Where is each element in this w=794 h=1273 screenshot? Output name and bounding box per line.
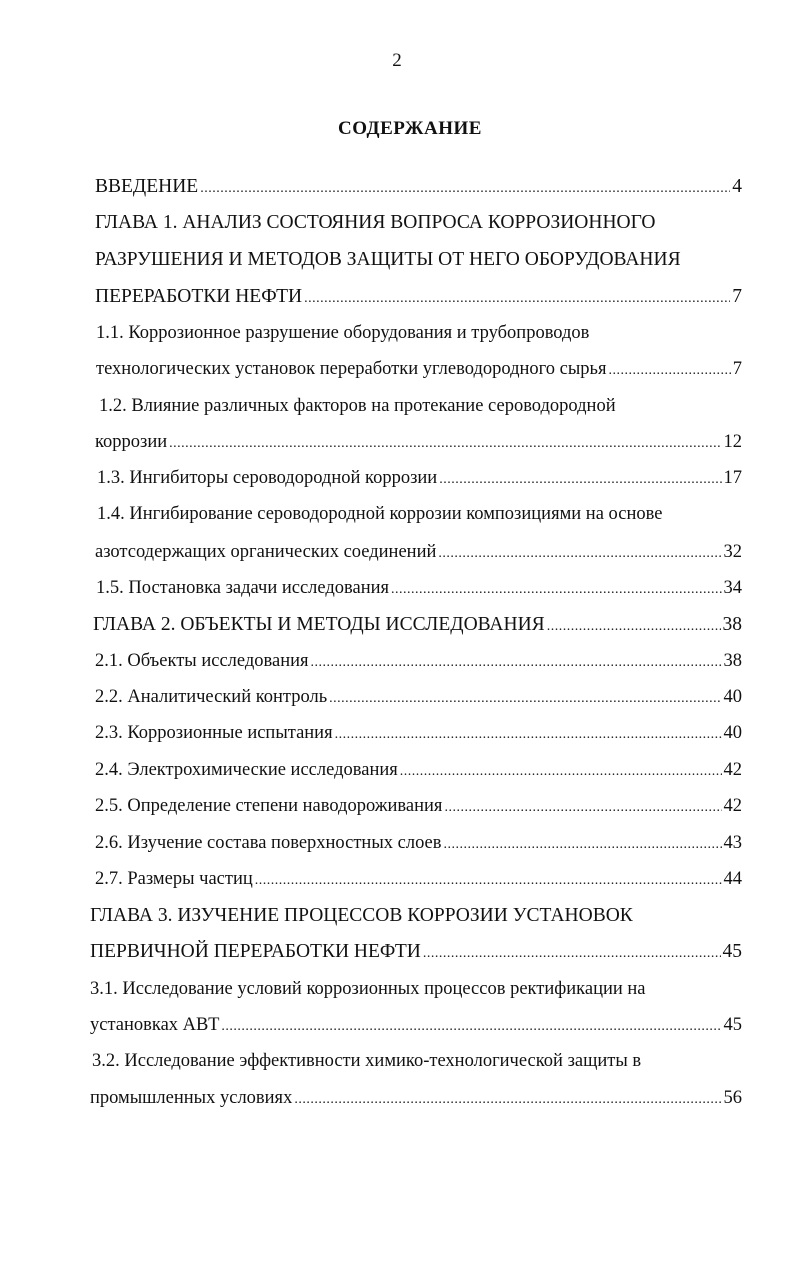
toc-entry-text: промышленных условиях [90, 1088, 293, 1108]
toc-page-number: 42 [723, 796, 742, 816]
toc-page-number: 38 [722, 614, 742, 635]
dot-leader [329, 684, 721, 714]
toc-page-number: 40 [723, 723, 742, 743]
toc-entry-text: 2.2. Аналитический контроль [95, 687, 328, 707]
toc-entry-text: ВВЕДЕНИЕ [95, 176, 199, 197]
toc-entry-text: установках АВТ [90, 1015, 220, 1035]
dot-leader [311, 648, 722, 678]
toc-page-number: 7 [732, 286, 742, 307]
toc-entry [95, 282, 742, 312]
toc-page-number: 12 [723, 432, 742, 452]
toc-entry [95, 791, 742, 821]
dot-leader [221, 1012, 721, 1042]
toc-entry-text: коррозии [95, 432, 168, 452]
toc-entry-text: 1.2. Влияние различных факторов на протекание сероводородной [99, 396, 616, 416]
toc-entry-continued [96, 318, 742, 348]
toc-entry-text: 1.5. Постановка задачи исследования [96, 578, 390, 598]
toc-page-number: 45 [722, 941, 742, 962]
dot-leader [423, 939, 721, 969]
toc-entry-continued [99, 391, 742, 421]
dot-leader [255, 866, 722, 896]
toc-entry [95, 537, 742, 567]
toc-page-number: 56 [723, 1088, 742, 1108]
toc-entry-continued [92, 1046, 742, 1076]
page-title: СОДЕРЖАНИЕ [338, 118, 482, 139]
toc-entry-text: 1.3. Ингибиторы сероводородной коррозии [97, 468, 438, 488]
toc-entry [95, 172, 742, 202]
dot-leader [391, 575, 721, 605]
toc-entry-continued [95, 208, 742, 238]
toc-page-number: 42 [723, 760, 742, 780]
toc-entry-text: ГЛАВА 3. ИЗУЧЕНИЕ ПРОЦЕССОВ КОРРОЗИИ УСТАНОВОК [90, 905, 633, 926]
dot-leader [439, 465, 721, 495]
toc-entry-text: ГЛАВА 2. ОБЪЕКТЫ И МЕТОДЫ ИССЛЕДОВАНИЯ [93, 614, 545, 635]
toc-entry [93, 610, 742, 640]
toc-entry [96, 573, 742, 603]
toc-entry [90, 937, 742, 967]
toc-entry [95, 682, 742, 712]
dot-leader [547, 612, 721, 642]
toc-page-number: 44 [723, 869, 742, 889]
toc-entry-text: 2.5. Определение степени наводороживания [95, 796, 443, 816]
toc-entry-continued [90, 974, 742, 1004]
toc-entry-text: РАЗРУШЕНИЯ И МЕТОДОВ ЗАЩИТЫ ОТ НЕГО ОБОРУДОВАНИЯ [95, 249, 681, 270]
toc-entry-text: 1.1. Коррозионное разрушение оборудования и трубопроводов [96, 323, 590, 343]
toc-entry-continued [90, 901, 742, 931]
toc-page-number: 43 [723, 833, 742, 853]
toc-entry-continued [97, 499, 742, 529]
dot-leader [400, 757, 722, 787]
toc-entry-text: ПЕРЕРАБОТКИ НЕФТИ [95, 286, 303, 307]
toc-page-number: 17 [723, 468, 742, 488]
toc-entry-text: ГЛАВА 1. АНАЛИЗ СОСТОЯНИЯ ВОПРОСА КОРРОЗИОННОГО [95, 212, 656, 233]
dot-leader [200, 174, 730, 204]
toc-page-number: 32 [723, 542, 742, 562]
toc-entry [95, 864, 742, 894]
toc-entry-text: 3.1. Исследование условий коррозионных процессов ректификации на [90, 979, 646, 999]
toc-entry-text: 2.3. Коррозионные испытания [95, 723, 333, 743]
toc-entry [95, 828, 742, 858]
dot-leader [444, 830, 722, 860]
toc-page-number: 38 [723, 651, 742, 671]
toc-entry-text: 1.4. Ингибирование сероводородной коррозии композициями на основе [97, 504, 663, 524]
toc-page-number: 40 [723, 687, 742, 707]
toc-entry-text: 3.2. Исследование эффективности химико-технологической защиты в [92, 1051, 642, 1071]
dot-leader [294, 1085, 721, 1115]
toc-page-number: 45 [723, 1015, 742, 1035]
dot-leader [608, 356, 730, 386]
dot-leader [438, 539, 721, 569]
toc-entry [90, 1083, 742, 1113]
toc-entry-text: азотсодержащих органических соединений [95, 542, 437, 562]
toc-entry [90, 1010, 742, 1040]
toc-entry [95, 755, 742, 785]
toc-entry-text: 2.4. Электрохимические исследования [95, 760, 398, 780]
toc-entry-text: 2.6. Изучение состава поверхностных слоев [95, 833, 442, 853]
dot-leader [444, 793, 721, 823]
toc-page-number: 34 [723, 578, 742, 598]
toc-entry-text: технологических установок переработки углеводородного сырья [96, 359, 607, 379]
toc-entry-continued [95, 245, 742, 275]
page-number: 2 [392, 50, 402, 71]
toc-entry-text: 2.7. Размеры частиц [95, 869, 253, 889]
dot-leader [169, 429, 721, 459]
toc-entry [97, 463, 742, 493]
toc-entry [95, 718, 742, 748]
toc-entry-text: ПЕРВИЧНОЙ ПЕРЕРАБОТКИ НЕФТИ [90, 941, 421, 962]
toc-entry-text: 2.1. Объекты исследования [95, 651, 309, 671]
toc-entry [95, 646, 742, 676]
toc-page-number: 4 [732, 176, 742, 197]
toc-entry [96, 354, 742, 384]
dot-leader [335, 720, 722, 750]
dot-leader [304, 284, 730, 314]
toc-page-number: 7 [732, 359, 742, 379]
toc-entry [95, 427, 742, 457]
